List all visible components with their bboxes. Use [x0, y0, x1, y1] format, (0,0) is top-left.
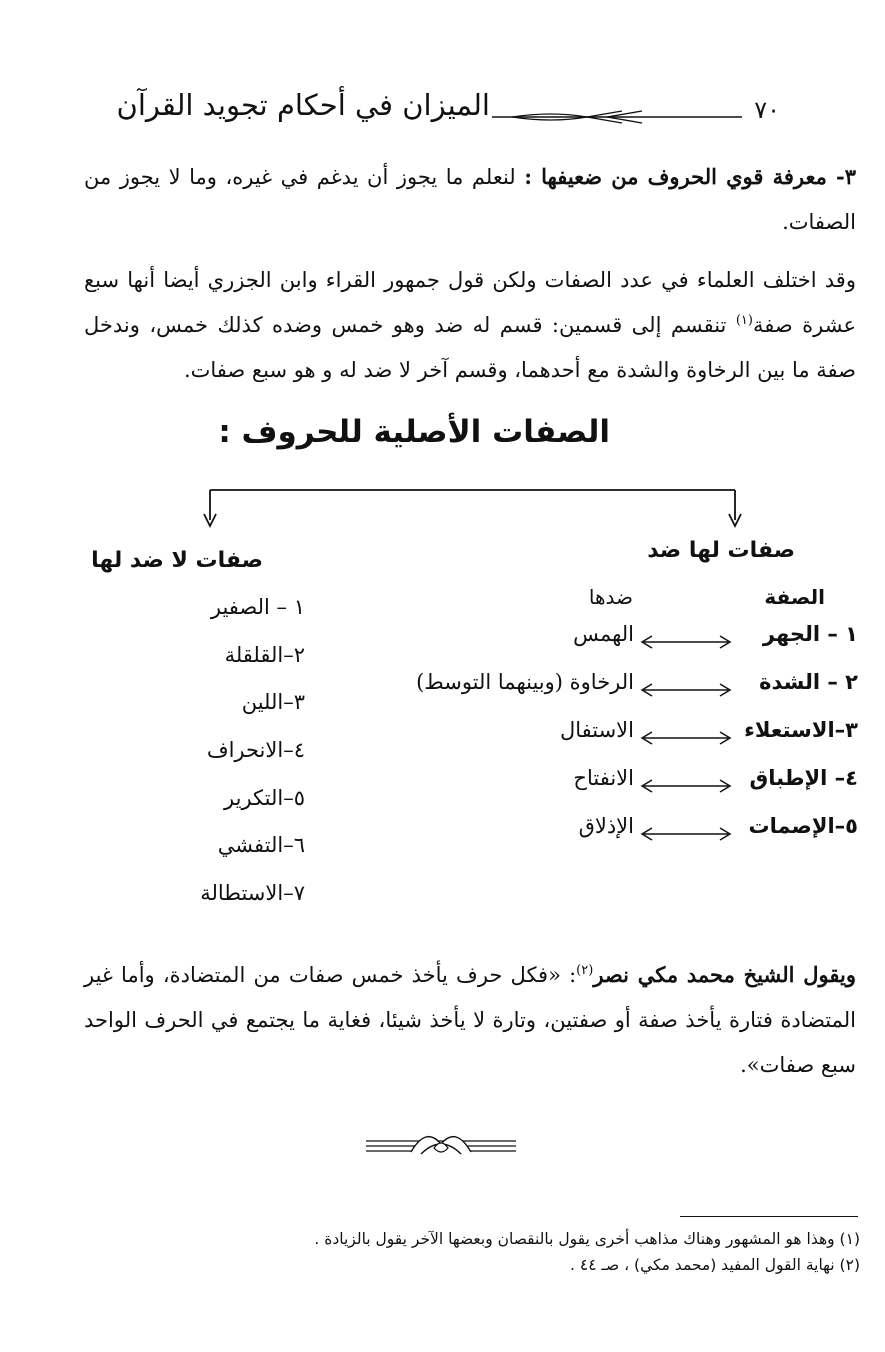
with-opposite-heading: صفات لها ضد	[647, 538, 795, 563]
page-header	[116, 88, 780, 138]
table-row	[380, 670, 858, 718]
opposite-column-heading: ضدها	[588, 585, 633, 609]
table-row	[380, 766, 858, 814]
attribute-cell: ٤– الإطباق	[749, 766, 858, 790]
opposite-cell: الاستفال	[559, 718, 634, 742]
double-arrow-icon	[640, 731, 732, 745]
footnote-ref-1: (١)	[735, 313, 753, 328]
paragraph-1	[84, 154, 856, 245]
opposites-table	[380, 622, 858, 862]
no-opposite-list	[85, 592, 305, 926]
footnote-ref-2: (٢)	[576, 963, 594, 978]
opposite-cell: الانفتاح	[573, 766, 634, 790]
footnote-2: (٢) نهاية القول المفيد (محمد مكي) ، صـ ٤٤ .	[570, 1256, 860, 1274]
paragraph-2-text-a: وقد اختلف العلماء في عدد الصفات ولكن قول جمهور القراء وابن الجزري أيضا أنها سبع عشرة صفة	[84, 268, 856, 337]
without-opposite-heading: صفات لا ضد لها	[91, 548, 263, 573]
opposite-cell: الرخاوة (وبينهما التوسط)	[416, 670, 634, 694]
paragraph-2-text-b: تنقسم إلى قسمين: قسم له ضد وهو خمس وضده كذلك خمس، وندخل صفة ما بين الرخاوة والشدة مع أحدهما، وقسم آخر لا ضد له و هو سبع صفات.	[84, 313, 856, 382]
list-item: ٥–التكرير	[224, 785, 305, 810]
opposite-cell: الإذلاق	[578, 814, 634, 838]
footnote-divider	[680, 1216, 858, 1217]
paragraph-3	[84, 952, 856, 1088]
attribute-cell: ٥–الإصمات	[748, 814, 858, 838]
ornament-line-icon	[492, 110, 742, 124]
double-arrow-icon	[640, 683, 732, 697]
list-item: ٦–التفشي	[217, 833, 305, 858]
page-number: ٧٠	[754, 96, 780, 124]
list-item: ١ – الصفير	[210, 595, 305, 619]
attribute-cell: ١ – الجهر	[762, 622, 858, 646]
paragraph-1-heading: ٣- معرفة قوي الحروف من ضعيفها :	[524, 164, 856, 189]
paragraph-3-text: : «فكل حرف يأخذ خمس صفات من المتضادة، وأما غير المتضادة فتارة يأخذ صفة أو صفتين، وتارة لا يأخذ شيئا، فغاية ما يجتمع في الحرف الواحد سبع صفات».	[84, 963, 856, 1077]
book-title: الميزان في أحكام تجويد القرآن	[116, 88, 490, 122]
paragraph-2	[84, 258, 856, 393]
double-arrow-icon	[640, 635, 732, 649]
table-row	[380, 718, 858, 766]
list-item: ٤–الانحراف	[206, 738, 305, 763]
floral-divider-icon	[366, 1124, 516, 1164]
footnote-1: (١) وهذا هو المشهور وهناك مذاهب أخرى يقول بالنقصان وبعضها الآخر يقول بالزيادة .	[314, 1230, 860, 1248]
list-item: ٣–اللين	[241, 690, 305, 715]
attribute-cell: ٣–الاستعلاء	[744, 718, 858, 742]
attribute-cell: ٢ – الشدة	[759, 670, 858, 694]
paragraph-1-text: لنعلم ما يجوز أن يدغم في غيره، وما لا يجوز من الصفات.	[84, 165, 856, 234]
double-arrow-icon	[640, 779, 732, 793]
footnotes	[250, 1226, 860, 1278]
table-row	[380, 622, 858, 670]
table-row	[380, 814, 858, 862]
list-item: ٢–القلقلة	[224, 642, 305, 667]
attribute-column-heading: الصفة	[764, 585, 825, 609]
double-arrow-icon	[640, 827, 732, 841]
opposite-cell: الهمس	[573, 622, 634, 646]
paragraph-3-speaker: ويقول الشيخ محمد مكي نصر	[593, 962, 857, 987]
section-title: الصفات الأصلية للحروف :	[218, 414, 610, 450]
list-item: ٧–الاستطالة	[200, 881, 305, 906]
